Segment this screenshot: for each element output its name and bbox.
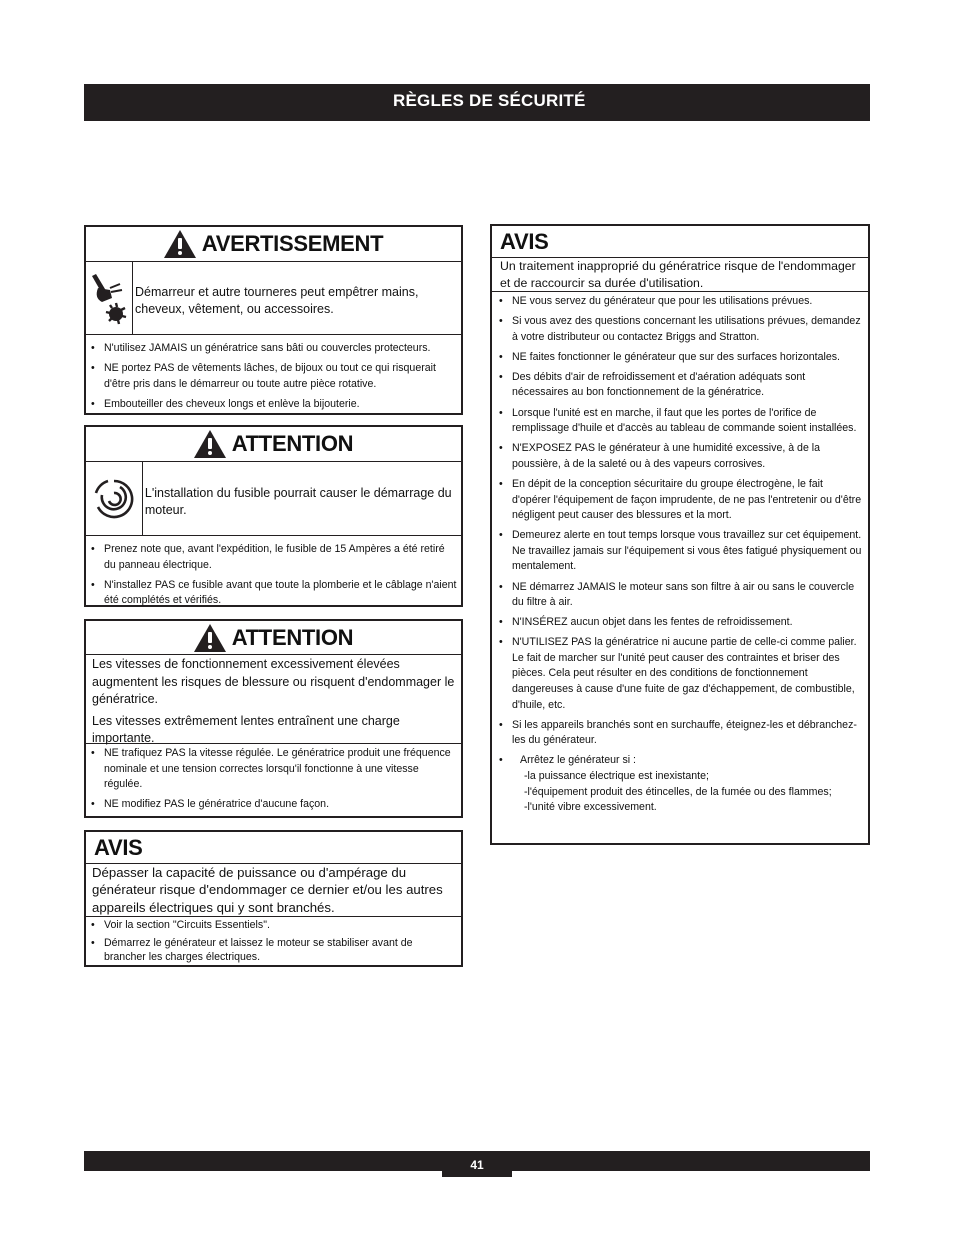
attention-box-title: ATTENTION: [231, 431, 354, 456]
attention-bullet-list: [86, 744, 461, 821]
warning-triangle-icon: [194, 624, 226, 652]
section-title: RÈGLES DE SÉCURITÉ: [393, 91, 586, 110]
attention-box-speed: [84, 619, 463, 818]
stop-condition: -l'équipement produit des étincelles, de la fumée ou des flammes;: [524, 785, 832, 798]
attention-box-title: ATTENTION: [231, 624, 354, 650]
list-item: • Embouteiller des cheveux longs et enlève la bijouterie.: [104, 397, 457, 413]
attention-paragraph: Les vitesses extrêmement lentes entraînent une charge importante.: [92, 713, 400, 745]
notice-paragraph: Un traitement inapproprié du génératrice risque de l'endommager et de raccourcir sa durée d'utilisation.: [500, 259, 856, 290]
list-item: • NE faites fonctionner le générateur que sur des surfaces horizontales.: [512, 350, 864, 366]
list-item: • NE vous servez du générateur que pour les utilisations prévues.: [512, 294, 864, 310]
list-item: • Démarrez le générateur et laissez le moteur se stabiliser avant de brancher les charges électriques.: [104, 936, 457, 964]
attention-box-header: [86, 427, 461, 462]
notice-box-capacity: [84, 830, 463, 967]
list-item: • Voir la section "Circuits Essentiels".: [104, 918, 457, 934]
list-item: • En dépit de la conception sécuritaire du groupe électrogène, le fait d'opérer l'équipement de façon imprudente, de ne pas l'entretenir ou d'être négligent peut causer des blessures et la mort.: [512, 477, 864, 524]
notice-bullet-list: [492, 292, 868, 824]
list-item: • NE démarrez JAMAIS le moteur sans son filtre à air ou sans le couvercle du filtre à air.: [512, 580, 864, 611]
stop-condition: -la puissance électrique est inexistante;: [524, 770, 709, 783]
list-item: • Demeurez alerte en tout temps lorsque vous travaillez sur cet équipement. Ne travaillez jamais sur l'équipement si vous êtes fatigué physiquement ou mentalement.: [512, 528, 864, 575]
notice-bullet-list: [86, 917, 461, 972]
warning-box-title: AVERTISSEMENT: [201, 231, 384, 256]
list-item: • Si les appareils branchés sont en surchauffe, éteignez-les et débranchez-les du générateur.: [512, 718, 864, 749]
page-number: 41: [442, 1151, 512, 1177]
list-item: • N'UTILISEZ PAS la génératrice ni aucune partie de celle-ci comme palier. Le fait de marcher sur l'unité peut causer des contraintes et briser des pièces. Cela peut résulter en des conditions de fonctionnement dangereuses à cause d'une fuite de gaz d'échappement, de combustible, d'huile, etc.: [512, 635, 864, 713]
stop-label: Arrêtez le générateur si :: [520, 754, 636, 767]
list-item-stop-conditions: [512, 753, 864, 815]
attention-body: [86, 654, 461, 744]
warning-box-header: [86, 227, 461, 262]
warning-triangle-icon: [164, 230, 196, 258]
attention-box-header: [86, 621, 461, 654]
notice-body: [86, 864, 461, 917]
warning-hazard-text: Démarreur et autre tourneres peut empêtrer mains, cheveux, vêtement, ou accessoires.: [135, 285, 419, 316]
notice-box-header: [492, 226, 868, 257]
list-item: • NE portez PAS de vêtements lâches, de bijoux ou tout ce qui risquerait d'être pris dans le démarreur ou toute autre pièce rotative.: [104, 361, 457, 392]
list-item: • Si vous avez des questions concernant les utilisations prévues, demandez à votre distributeur ou contactez Briggs and Stratton.: [512, 314, 864, 345]
notice-box-header: [86, 832, 461, 864]
notice-box-title: AVIS: [500, 228, 549, 254]
warning-box: [84, 225, 463, 415]
attention-hazard-row: [86, 462, 461, 536]
list-item: • N'installez PAS ce fusible avant que toute la plomberie et le câblage n'aient été complétés et vérifiés.: [104, 578, 457, 609]
list-item: • N'INSÉREZ aucun objet dans les fentes de refroidissement.: [512, 615, 864, 631]
warning-hazard-row: [86, 262, 461, 335]
list-item: • Des débits d'air de refroidissement et d'aération adéquats sont nécessaires au bon fonctionnement de la génératrice.: [512, 370, 864, 401]
notice-paragraph: Dépasser la capacité de puissance ou d'ampérage du générateur risque d'endommager ce dernier et/ou les autres appareils électriques qui y sont branchés.: [92, 865, 443, 915]
notice-body: [492, 257, 868, 292]
list-item: • N'EXPOSEZ PAS le générateur à une humidité excessive, à de la poussière, à de la saleté ou à des vapeurs corrosives.: [512, 441, 864, 472]
attention-hazard-text: L'installation du fusible pourrait causer le démarrage du moteur.: [144, 485, 452, 517]
attention-box-fuse: [84, 425, 463, 607]
section-header-bar: [84, 84, 870, 121]
warning-bullet-list: [86, 335, 461, 421]
warning-triangle-icon: [194, 430, 226, 458]
attention-bullet-list: [86, 536, 461, 617]
stop-condition: -l'unité vibre excessivement.: [524, 801, 657, 814]
hand-entanglement-icon: [86, 262, 133, 334]
list-item: • N'utilisez JAMAIS un génératrice sans bâti ou couvercles protecteurs.: [104, 341, 457, 357]
list-item: • Lorsque l'unité est en marche, il faut que les portes de l'orifice de remplissage d'huile et d'accès au tableau de commande soient installées.: [512, 406, 864, 437]
unexpected-start-icon: [86, 462, 143, 535]
list-item: • Prenez note que, avant l'expédition, le fusible de 15 Ampères a été retiré du panneau électrique.: [104, 542, 457, 573]
list-item: • NE trafiquez PAS la vitesse régulée. Le génératrice produit une fréquence nominale et une tension correctes lorsqu'il fonctionne à une vitesse régulée.: [104, 746, 457, 793]
list-item: • NE modifiez PAS le génératrice d'aucune façon.: [104, 797, 457, 813]
attention-paragraph: Les vitesses de fonctionnement excessivement élevées augmentent les risques de blessure ou risquent d'endommager le génératrice.: [92, 657, 455, 706]
notice-box-title: AVIS: [94, 834, 143, 860]
notice-box-usage: [490, 224, 870, 845]
